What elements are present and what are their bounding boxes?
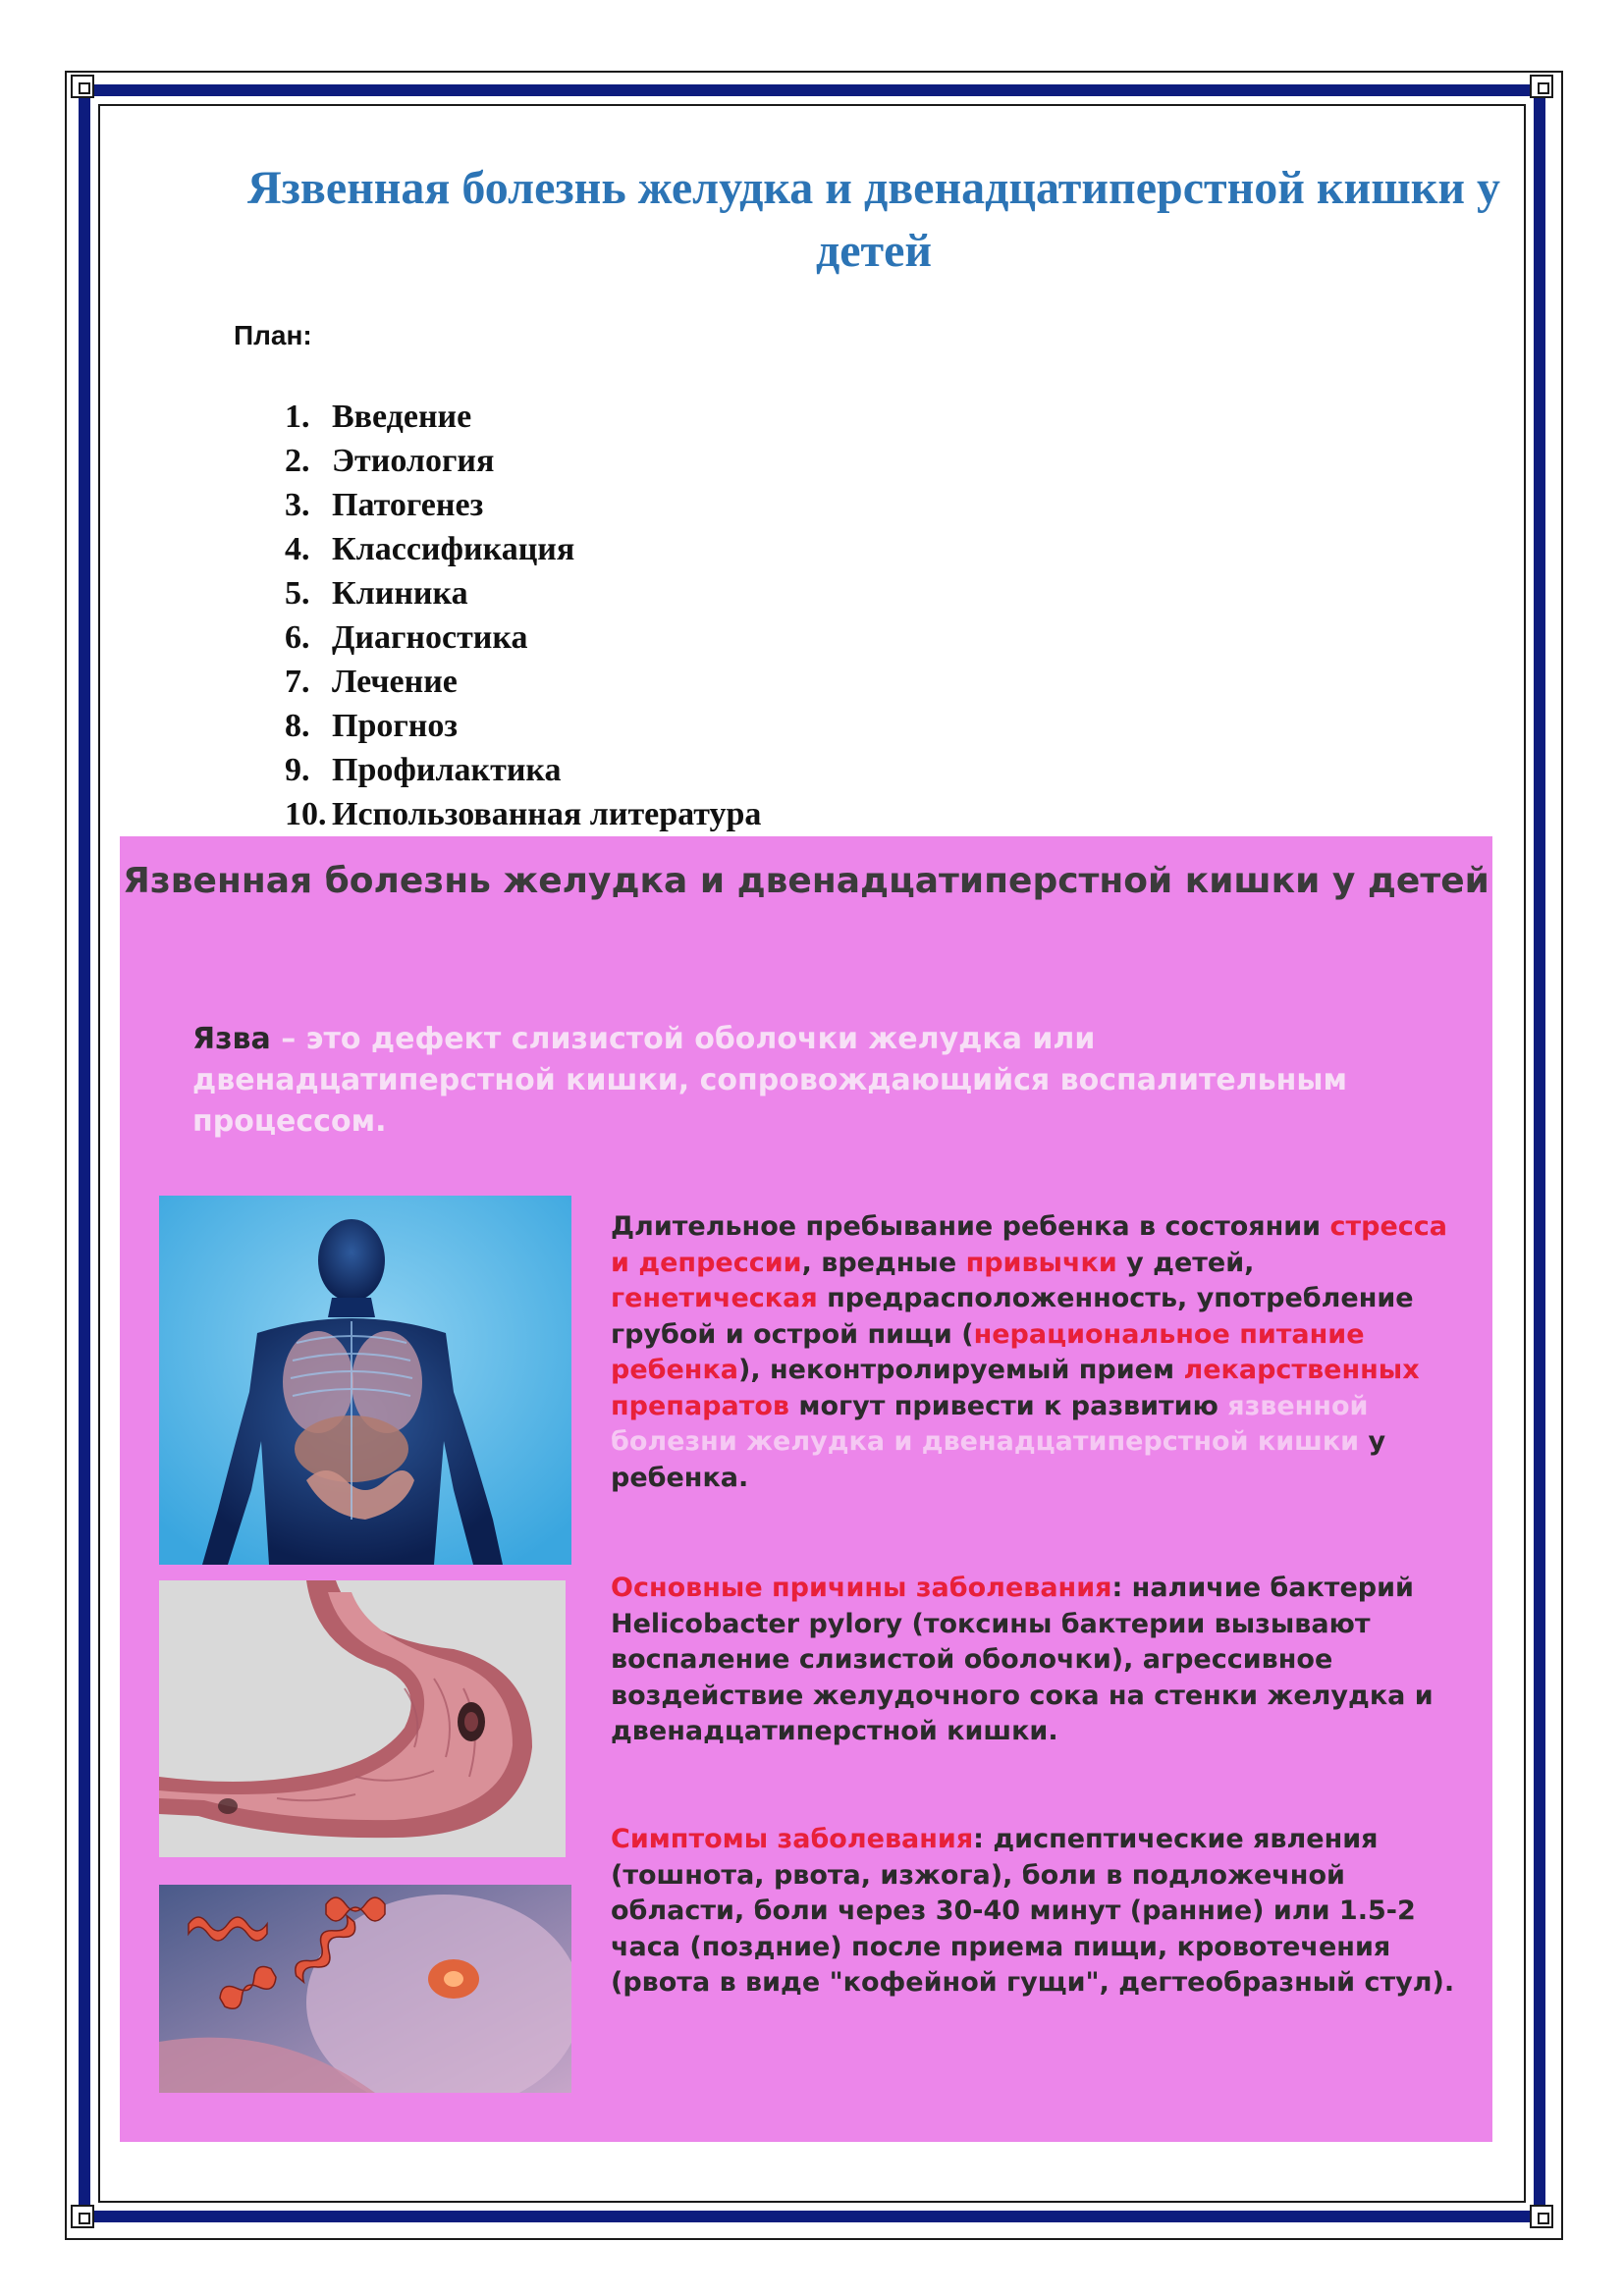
toc-item [285, 792, 761, 836]
toc-item [285, 571, 761, 615]
text-run: : наличие бактерий Helicobacter pylory (токсины бактерии вызывают воспаление слизистой оболочки), агрессивное воздействие желудочного сока на стенки желудка и двенадцатиперстной кишки. [611, 1573, 1434, 1746]
human-anatomy-illustration [159, 1196, 571, 1565]
text-run: Длительное пребывание ребенка в состоянии [611, 1211, 1330, 1242]
toc-item [285, 527, 761, 571]
toc-item-number: 2. [285, 443, 310, 479]
text-run: могут привести к развитию [789, 1390, 1228, 1421]
toc-item-number: 7. [285, 664, 310, 700]
toc-item [285, 704, 761, 748]
text-run: стресса и депрессии [611, 1211, 1448, 1278]
slide-paragraph-symptoms [611, 1822, 1455, 2002]
toc-item-label: Классификация [332, 531, 575, 567]
definition-text: – это дефект слизистой оболочки желудка или двенадцатиперстной кишки, сопровождающийся воспалительным процессом. [192, 1022, 1348, 1139]
text-run: , вредные [801, 1247, 966, 1278]
slide-paragraph-causes [611, 1571, 1455, 1750]
toc-item-label: Использованная литература [332, 796, 762, 832]
text-run: язвенной болезни желудка и двенадцатиперстной кишки [611, 1390, 1369, 1457]
text-run: Основные причины заболевания [611, 1573, 1112, 1603]
toc-item-number: 10. [285, 796, 327, 832]
text-run: у ребенка. [611, 1426, 1386, 1493]
border-corner-ornament [71, 2205, 94, 2228]
toc-item-number: 6. [285, 619, 310, 656]
toc-item [285, 483, 761, 527]
text-run: ), неконтролируемый прием [738, 1355, 1184, 1385]
toc-item-label: Введение [332, 399, 472, 435]
text-run: генетическая [611, 1283, 818, 1313]
toc-item-label: Прогноз [332, 708, 459, 744]
toc-item-number: 4. [285, 531, 310, 567]
definition-term: Язва [192, 1022, 271, 1056]
slide-paragraph-risk-factors [611, 1209, 1455, 1496]
table-of-contents [285, 395, 761, 836]
slide-title: Язвенная болезнь желудка и двенадцатиперстной кишки у детей [123, 861, 1489, 901]
toc-item-label: Этиология [332, 443, 495, 479]
text-run: у детей, [1116, 1247, 1255, 1278]
text-run: Симптомы заболевания [611, 1824, 974, 1854]
toc-item [285, 395, 761, 439]
text-run: : диспептические явления (тошнота, рвота, изжога), боли в подложечной области, боли через 30-40 минут (ранние) или 1.5-2 часа (поздние) после приема пищи, кровотечения (рвота в виде "кофейной гущи", дегтеобразный стул). [611, 1824, 1455, 1998]
toc-item [285, 748, 761, 792]
toc-item [285, 660, 761, 704]
toc-item-label: Диагностика [332, 619, 528, 656]
helicobacter-bacteria-illustration [159, 1885, 571, 2093]
toc-item-label: Лечение [332, 664, 458, 700]
toc-item-label: Клиника [332, 575, 468, 612]
toc-item-number: 9. [285, 752, 310, 788]
border-corner-ornament [1530, 2205, 1553, 2228]
document-title: Язвенная болезнь желудка и двенадцатиперстной кишки у детей [246, 162, 1501, 277]
toc-item-number: 1. [285, 399, 310, 435]
slide-definition [192, 1019, 1430, 1143]
text-run: предрасположенность, употребление грубой и острой пищи ( [611, 1283, 1414, 1350]
border-corner-ornament [1530, 75, 1553, 98]
toc-item-label: Профилактика [332, 752, 562, 788]
toc-item-label: Патогенез [332, 487, 484, 523]
stomach-ulcer-illustration [159, 1580, 566, 1857]
toc-item [285, 615, 761, 660]
toc-item-number: 5. [285, 575, 310, 612]
text-run: лекарственных препаратов [611, 1355, 1420, 1421]
toc-item [285, 439, 761, 483]
toc-item-number: 8. [285, 708, 310, 744]
border-corner-ornament [71, 75, 94, 98]
slide-image [120, 836, 1492, 2142]
text-run: нерациональное питание ребенка [611, 1318, 1365, 1385]
text-run: привычки [965, 1247, 1117, 1278]
plan-label: План: [234, 320, 312, 350]
toc-item-number: 3. [285, 487, 310, 523]
